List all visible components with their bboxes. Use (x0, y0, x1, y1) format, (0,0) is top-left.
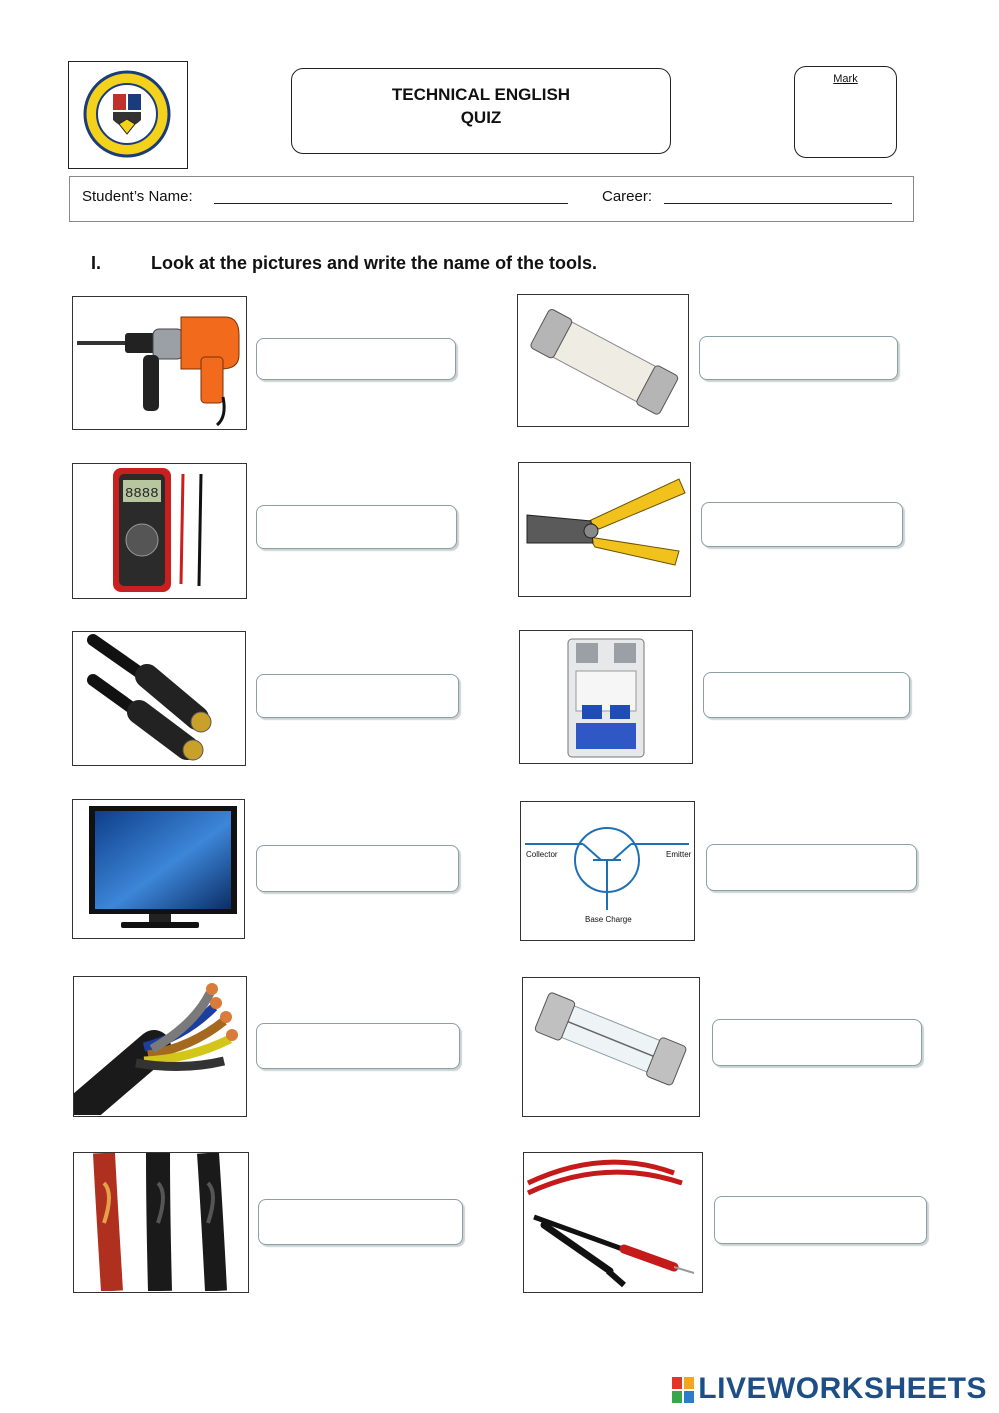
test-leads-picture (523, 1152, 703, 1293)
answer-input-7[interactable] (257, 846, 458, 891)
svg-text:8888: 8888 (125, 486, 159, 502)
electrical-cable-picture (73, 976, 247, 1117)
liveworksheets-brand[interactable] (672, 1372, 987, 1406)
circuit-breaker-icon (520, 631, 691, 762)
answer-box[interactable] (712, 1019, 922, 1066)
wire-stripper-picture (518, 462, 691, 597)
collector-label: Collector (526, 850, 558, 859)
answer-box[interactable] (256, 338, 456, 380)
answer-box[interactable] (256, 674, 459, 718)
cartridge-fuse-icon (518, 295, 687, 425)
wire-stripper-icon (519, 463, 689, 595)
answer-input-11[interactable] (259, 1200, 462, 1244)
career-label: Career: (602, 188, 653, 205)
answer-input-12[interactable] (715, 1197, 926, 1243)
answer-input-5[interactable] (257, 675, 458, 717)
answer-input-3[interactable] (257, 506, 456, 548)
monitor-icon (73, 800, 243, 937)
career-line[interactable] (664, 203, 892, 204)
transistor-picture (520, 801, 695, 941)
answer-input-10[interactable] (713, 1020, 921, 1065)
quiz-title: TECHNICAL ENGLISH (391, 85, 571, 104)
student-info-row (69, 176, 914, 222)
answer-box[interactable] (714, 1196, 927, 1244)
drill-icon (73, 297, 245, 428)
drill-picture (72, 296, 247, 430)
answer-input-9[interactable] (257, 1024, 459, 1068)
glass-fuse-icon (523, 978, 698, 1115)
insulated-wires-picture (73, 1152, 249, 1293)
answer-input-4[interactable] (702, 503, 902, 546)
university-seal-icon (69, 62, 186, 167)
answer-box[interactable] (256, 505, 457, 549)
circuit-breaker-picture (519, 630, 693, 764)
answer-input-8[interactable] (707, 845, 916, 890)
multimeter-picture (72, 463, 247, 599)
mark-box (794, 66, 897, 158)
answer-box[interactable] (258, 1199, 463, 1245)
answer-input-6[interactable] (704, 673, 909, 717)
answer-box[interactable] (701, 502, 903, 547)
insulated-wires-icon (74, 1153, 247, 1291)
emitter-label: Emitter (666, 850, 692, 859)
answer-box[interactable] (256, 845, 459, 892)
answer-input-2[interactable] (700, 337, 897, 379)
multimeter-icon (73, 464, 245, 597)
glass-fuse-picture (522, 977, 700, 1117)
answer-box[interactable] (699, 336, 898, 380)
test-leads-icon (524, 1153, 701, 1291)
electrical-cable-icon (74, 977, 245, 1115)
quiz-subtitle: QUIZ (460, 108, 502, 127)
monitor-picture (72, 799, 245, 939)
university-logo (68, 61, 188, 169)
student-name-label: Student’s Name: (82, 188, 193, 205)
answer-box[interactable] (703, 672, 910, 718)
answer-box[interactable] (256, 1023, 460, 1069)
mark-label: Mark (833, 73, 858, 85)
section-number: I. (91, 253, 102, 273)
base-label: Base Charge (585, 915, 632, 924)
liveworksheets-logo-icon (672, 1377, 694, 1403)
coaxial-cable-icon (73, 632, 244, 764)
answer-input-1[interactable] (257, 339, 455, 379)
coaxial-cable-picture (72, 631, 246, 766)
quiz-title-box (291, 68, 671, 154)
section-instruction: Look at the pictures and write the name of the tools. (151, 253, 598, 273)
student-name-line[interactable] (214, 203, 568, 204)
brand-text: LIVEWORKSHEETS (698, 1372, 987, 1405)
cartridge-fuse-picture (517, 294, 689, 427)
answer-box[interactable] (706, 844, 917, 891)
